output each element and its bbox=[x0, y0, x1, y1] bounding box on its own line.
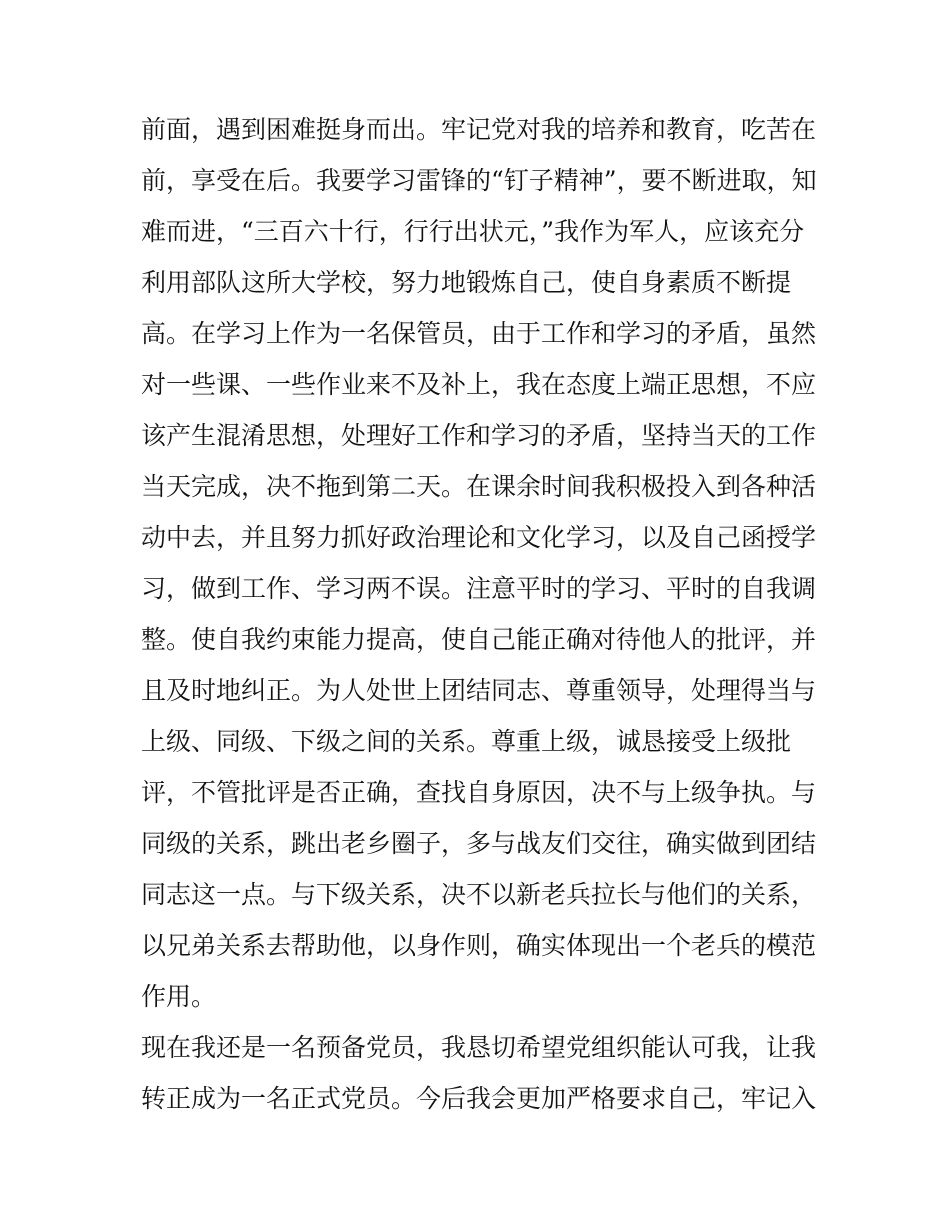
text-line: 转正成为一名正式党员。今后我会更加严格要求自己，牢记入 bbox=[141, 1084, 817, 1113]
text-line: 同志这一点。与下级关系，决不以新老兵拉长与他们的关系， bbox=[141, 880, 817, 909]
body-text bbox=[141, 104, 821, 1124]
text-line: 该产生混淆思想，处理好工作和学习的矛盾，坚持当天的工作 bbox=[141, 421, 817, 450]
text-line: 对一些课、一些作业来不及补上，我在态度上端正思想，不应 bbox=[141, 370, 817, 399]
paragraph-start-line: 现在我还是一名预备党员，我恳切希望党组织能认可我，让我 bbox=[141, 1033, 817, 1062]
text-line: 难而进，“三百六十行，行行出状元，”我作为军人，应该充分 bbox=[141, 217, 805, 246]
text-line: 动中去，并且努力抓好政治理论和文化学习，以及自己函授学 bbox=[141, 523, 817, 552]
text-line: 同级的关系，跳出老乡圈子，多与战友们交往，确实做到团结 bbox=[141, 829, 817, 858]
text-line: 上级、同级、下级之间的关系。尊重上级，诚恳接受上级批 bbox=[141, 727, 792, 756]
text-line: 以兄弟关系去帮助他，以身作则，确实体现出一个老兵的模范 bbox=[141, 931, 817, 960]
text-line: 高。在学习上作为一名保管员，由于工作和学习的矛盾，虽然 bbox=[141, 319, 817, 348]
text-line: 整。使自我约束能力提高，使自己能正确对待他人的批评，并 bbox=[141, 625, 817, 654]
text-line: 前面，遇到困难挺身而出。牢记党对我的培养和教育，吃苦在 bbox=[141, 115, 817, 144]
text-line: 当天完成，决不拖到第二天。在课余时间我积极投入到各种活 bbox=[141, 472, 817, 501]
text-line: 评，不管批评是否正确，查找自身原因，决不与上级争执。与 bbox=[141, 778, 817, 807]
text-line: 作用。 bbox=[141, 982, 217, 1011]
text-line: 习，做到工作、学习两不误。注意平时的学习、平时的自我调 bbox=[141, 574, 817, 603]
text-line: 利用部队这所大学校，努力地锻炼自己，使自身素质不断提 bbox=[141, 268, 792, 297]
text-line: 且及时地纠正。为人处世上团结同志、尊重领导，处理得当与 bbox=[141, 676, 817, 705]
text-line: 前，享受在后。我要学习雷锋的“钉子精神”，要不断进取，知 bbox=[141, 166, 817, 195]
